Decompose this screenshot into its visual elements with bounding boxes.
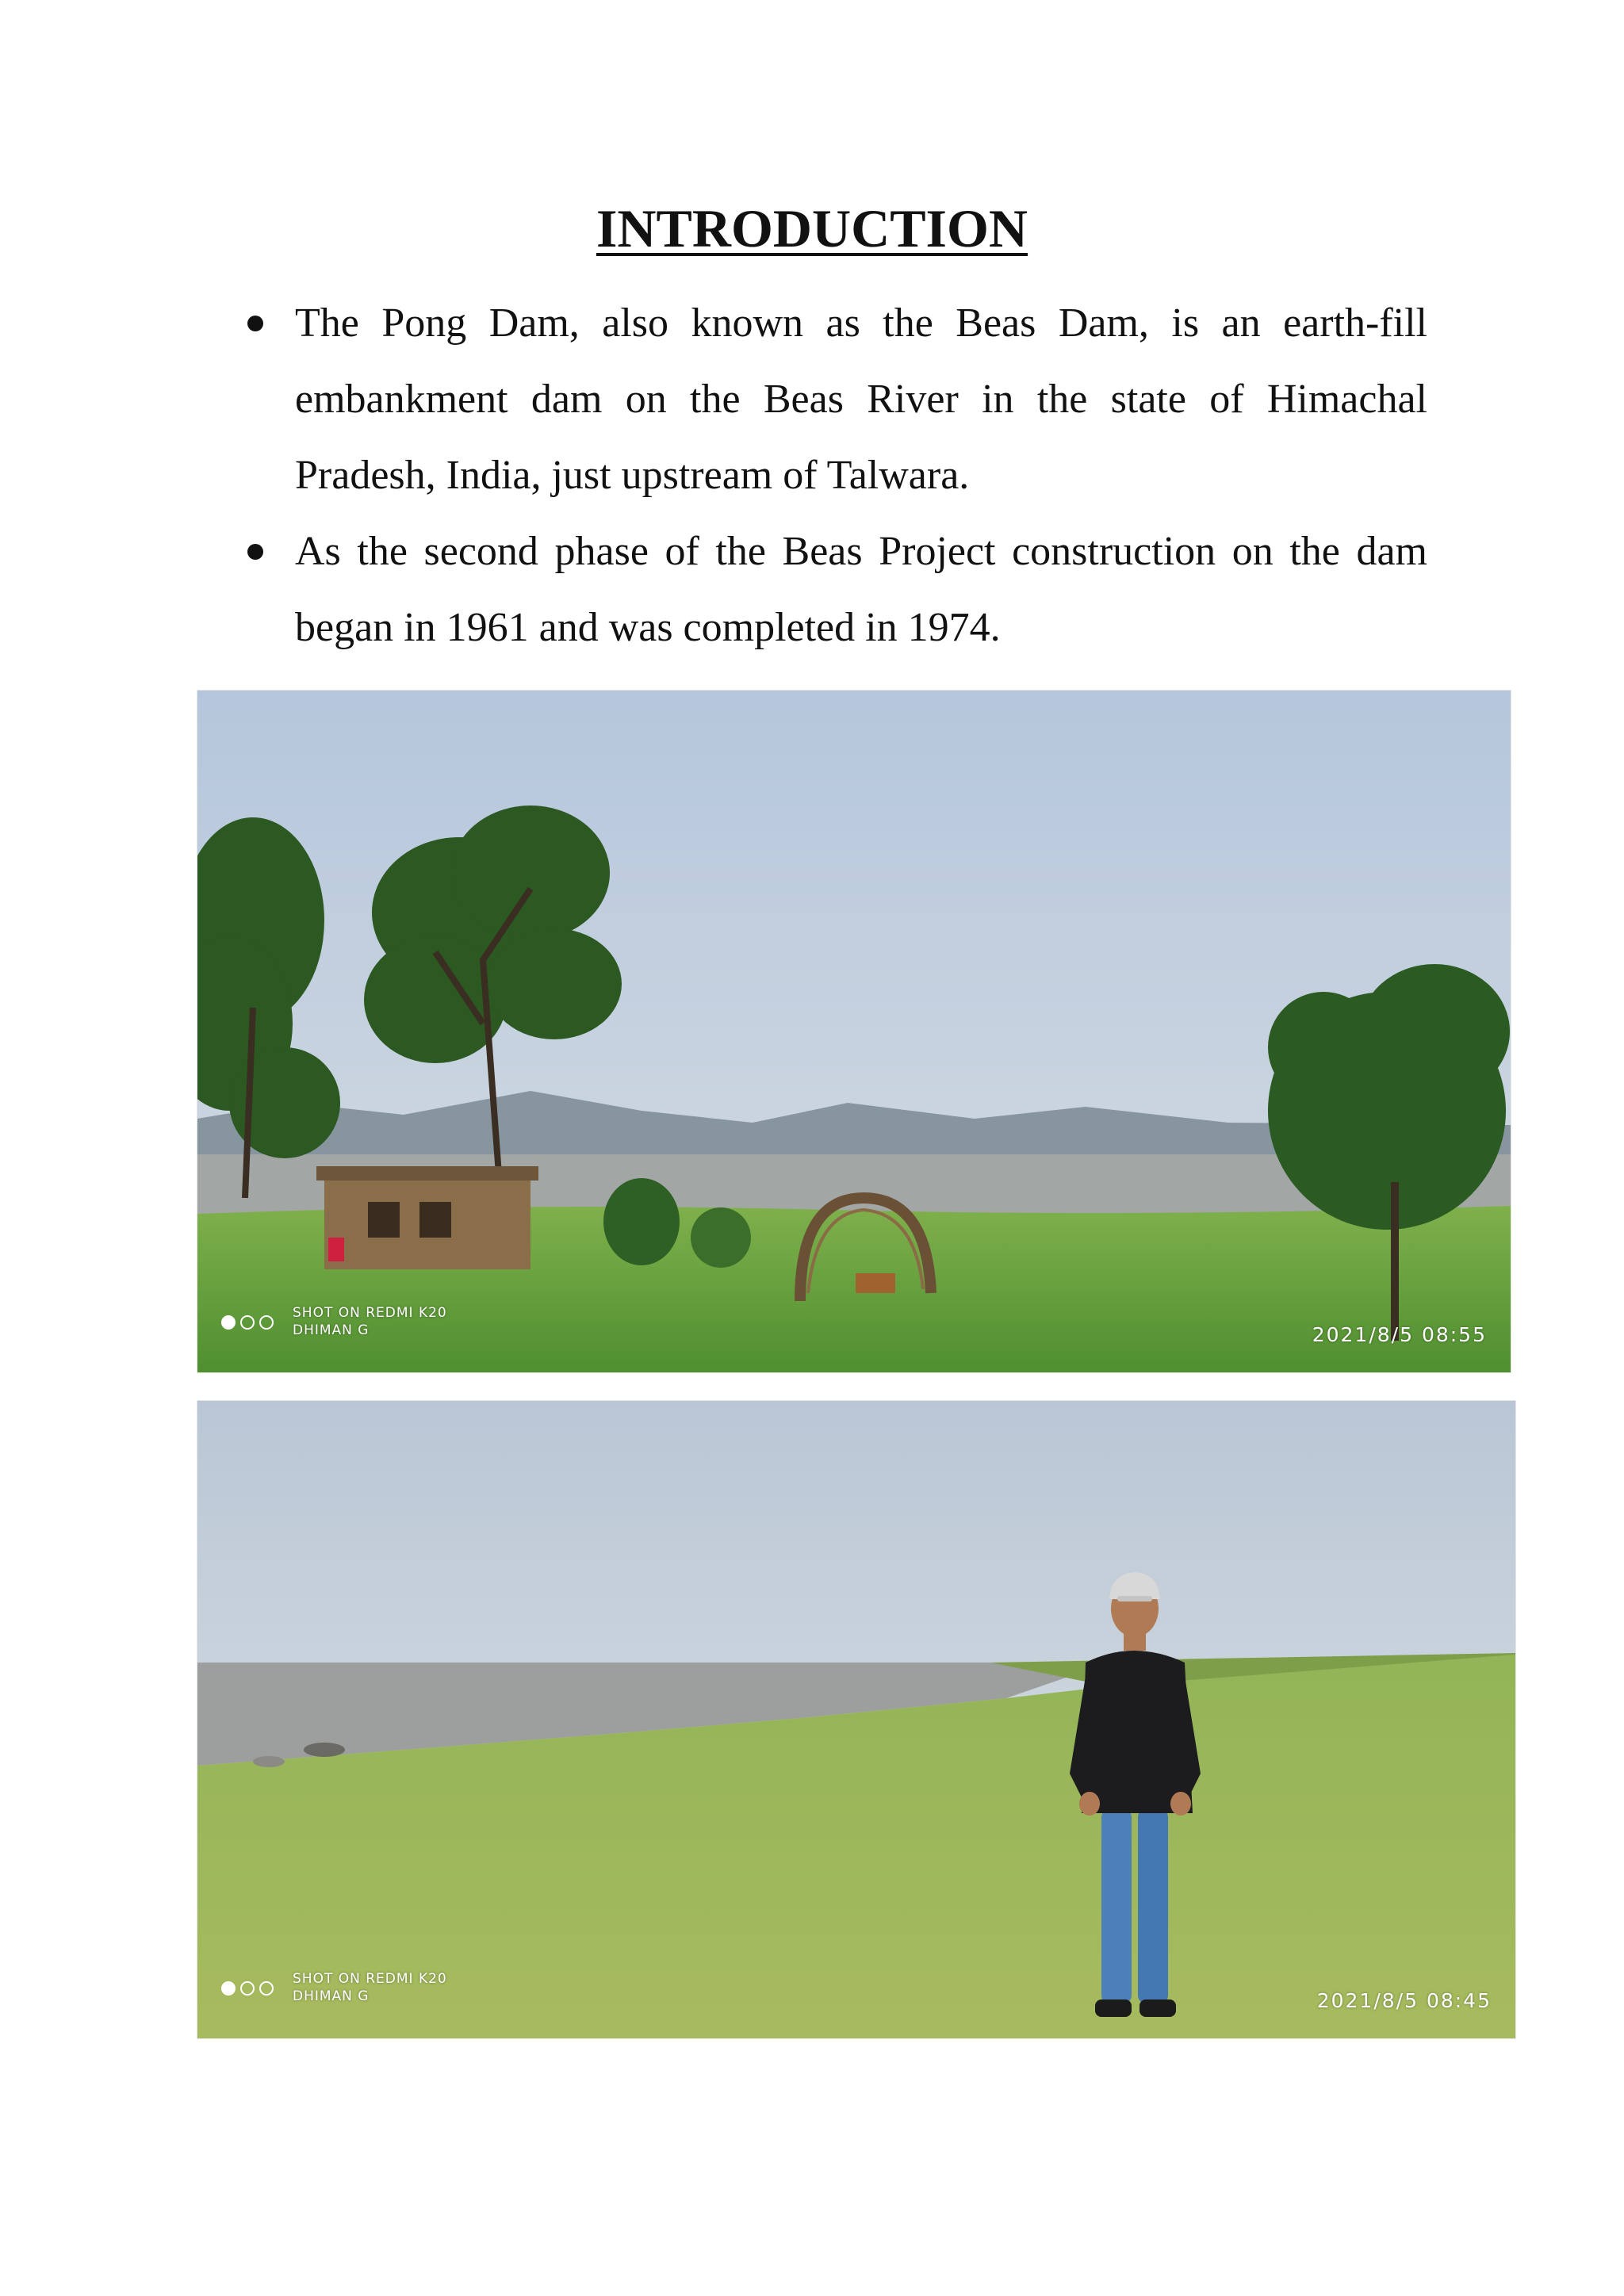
lake-landscape-image	[197, 691, 1511, 1372]
camera-watermark-icon	[221, 1981, 274, 1996]
camera-watermark-icon	[221, 1315, 274, 1330]
bullet-item	[238, 514, 1427, 666]
page-title: INTRODUCTION	[596, 198, 1028, 258]
bullet-icon	[247, 544, 263, 560]
camera-watermark-text	[293, 1970, 447, 2005]
photo-timestamp: 2021/8/5 08:55	[1312, 1323, 1487, 1346]
bullet-item	[238, 285, 1427, 514]
watermark-line2: DHIMAN G	[293, 1988, 370, 2004]
bullet-text: The Pong Dam, also known as the Beas Dam, is an earth-fill embankment dam on the Beas River in the state of Himachal Pradesh, India, just upstream of Talwara.	[295, 300, 1427, 498]
bullet-icon	[247, 316, 263, 331]
photo-timestamp: 2021/8/5 08:45	[1316, 1989, 1492, 2012]
watermark-line2: DHIMAN G	[293, 1322, 370, 1338]
camera-watermark-text	[293, 1304, 447, 1339]
watermark-line1: SHOT ON REDMI K20	[293, 1305, 447, 1321]
person-lakeshore-photo	[197, 1400, 1516, 2039]
bullet-list	[238, 285, 1427, 666]
lake-landscape-photo	[197, 690, 1511, 1373]
person-lakeshore-image	[197, 1401, 1515, 2038]
bullet-text: As the second phase of the Beas Project construction on the dam began in 1961 and was completed in 1974.	[295, 529, 1427, 650]
watermark-line1: SHOT ON REDMI K20	[293, 1971, 447, 1987]
